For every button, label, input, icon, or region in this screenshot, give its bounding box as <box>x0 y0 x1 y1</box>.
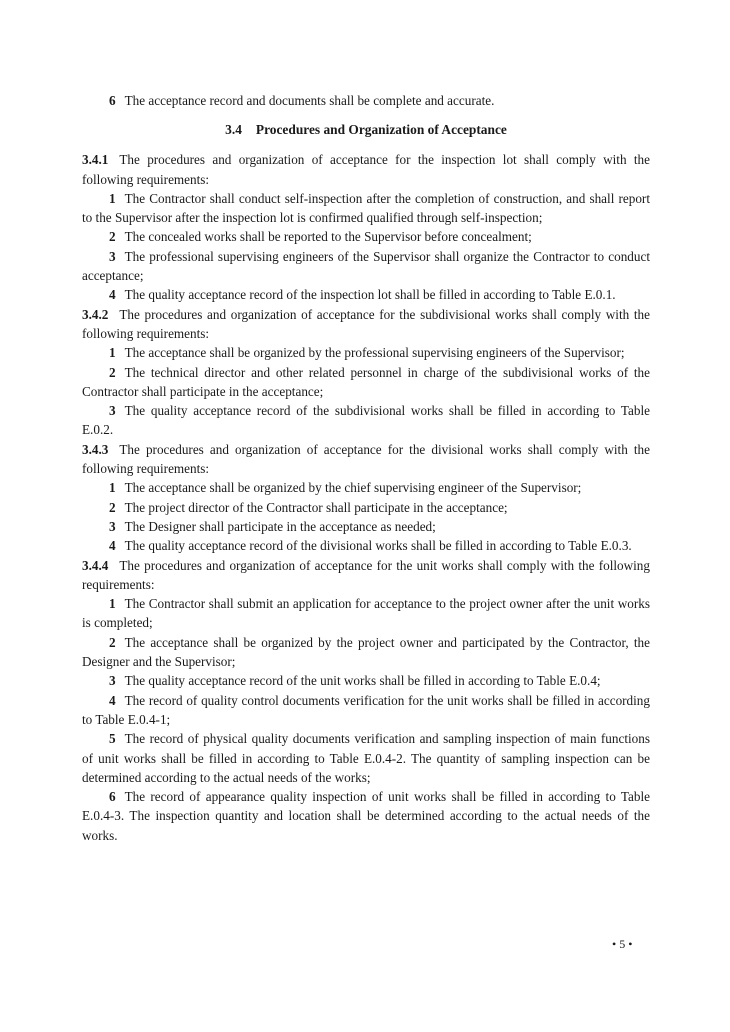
section-heading <box>82 120 650 139</box>
item-number: 4 <box>109 692 116 708</box>
item-text: The concealed works shall be reported to the Supervisor before concealment; <box>124 229 532 245</box>
item-number: 2 <box>109 499 116 515</box>
item-text: The Contractor shall submit an application for acceptance to the project owner after the unit works is completed; <box>82 596 650 631</box>
list-item <box>82 91 650 110</box>
list-item <box>82 691 650 730</box>
clause-text: The procedures and organization of acceptance for the subdivisional works shall comply with the following requirements: <box>82 306 650 341</box>
clause-number: 3.4.2 <box>82 306 109 322</box>
page-number: • 5 • <box>612 937 633 951</box>
item-number: 1 <box>109 480 116 496</box>
list-item <box>82 633 650 672</box>
item-text: The acceptance record and documents shall be complete and accurate. <box>124 93 495 108</box>
clause-text: The procedures and organization of acceptance for the unit works shall comply with the following requirements: <box>82 557 650 592</box>
item-number: 1 <box>109 596 116 612</box>
list-item <box>82 594 650 633</box>
item-text: The acceptance shall be organized by the project owner and participated by the Contractor, the Designer and the Supervisor; <box>82 634 650 670</box>
item-text: The quality acceptance record of the inspection lot shall be filled in according to Table E.0.1. <box>124 287 616 303</box>
item-number: 2 <box>109 229 116 245</box>
item-text: The record of quality control documents verification for the unit works shall be filled in according to Table E.0.4-1; <box>82 692 650 727</box>
clause-text: The procedures and organization of acceptance for the inspection lot shall comply with the following requirements: <box>82 152 650 187</box>
item-text: The record of physical quality documents verification and sampling inspection of main functions of unit works shall be filled in according to Table E.0.4-2. The quantity of sampling inspection can be determined according to the actual needs of the works; <box>82 731 650 785</box>
list-item <box>82 189 650 228</box>
item-text: The technical director and other related personnel in charge of the subdivisional works of the Contractor shall participate in the acceptance; <box>82 364 650 399</box>
clause <box>82 556 650 595</box>
clause-number: 3.4.1 <box>82 152 109 168</box>
item-text: The professional supervising engineers of the Supervisor shall organize the Contractor to conduct acceptance; <box>82 248 650 284</box>
item-number: 4 <box>109 538 116 554</box>
list-item <box>82 536 650 555</box>
item-number: 2 <box>109 634 116 650</box>
list-item <box>82 363 650 402</box>
list-item <box>82 343 650 362</box>
item-number: 2 <box>109 364 116 380</box>
item-number: 4 <box>109 287 116 303</box>
item-number: 5 <box>109 731 116 747</box>
clause-number: 3.4.3 <box>82 441 109 457</box>
list-item <box>82 498 650 517</box>
list-item <box>82 285 650 304</box>
list-item <box>82 517 650 536</box>
item-number: 1 <box>109 190 116 206</box>
item-text: The quality acceptance record of the divisional works shall be filled in according to Table E.0.3. <box>124 538 632 554</box>
list-item <box>82 478 650 497</box>
list-item <box>82 227 650 246</box>
item-text: The acceptance shall be organized by the chief supervising engineer of the Supervisor; <box>124 480 582 496</box>
item-number: 3 <box>109 248 116 264</box>
item-number: 3 <box>109 673 116 689</box>
clause <box>82 305 650 344</box>
item-number: 3 <box>109 518 116 534</box>
list-item <box>82 671 650 690</box>
item-text: The acceptance shall be organized by the professional supervising engineers of the Supervisor; <box>124 345 625 361</box>
list-item <box>82 247 650 286</box>
item-text: The record of appearance quality inspection of unit works shall be filled in according to Table E.0.4-3. The inspection quantity and location shall be determined according to the actual needs of the works. <box>82 789 650 843</box>
clause-number: 3.4.4 <box>82 557 109 573</box>
item-number: 6 <box>109 789 116 805</box>
page-content <box>82 91 650 845</box>
section-number: 3.4 <box>225 122 242 138</box>
item-text: The Contractor shall conduct self-inspection after the completion of construction, and shall report to the Supervisor after the inspection lot is confirmed qualified through self-inspection; <box>82 190 650 226</box>
clause <box>82 440 650 479</box>
clause <box>82 150 650 189</box>
item-number: 6 <box>109 93 116 108</box>
clause-text: The procedures and organization of acceptance for the divisional works shall comply with the following requirements: <box>82 441 650 477</box>
list-item <box>82 401 650 440</box>
list-item <box>82 729 650 787</box>
item-number: 1 <box>109 345 116 361</box>
list-item <box>82 787 650 845</box>
item-text: The quality acceptance record of the subdivisional works shall be filled in according to Table E.0.2. <box>82 403 650 438</box>
item-number: 3 <box>109 403 116 419</box>
clauses <box>82 150 650 845</box>
item-text: The Designer shall participate in the acceptance as needed; <box>124 518 436 534</box>
section-title: Procedures and Organization of Acceptance <box>255 122 507 138</box>
item-text: The project director of the Contractor shall participate in the acceptance; <box>124 499 508 515</box>
item-text: The quality acceptance record of the unit works shall be filled in according to Table E.0.4; <box>124 673 601 689</box>
